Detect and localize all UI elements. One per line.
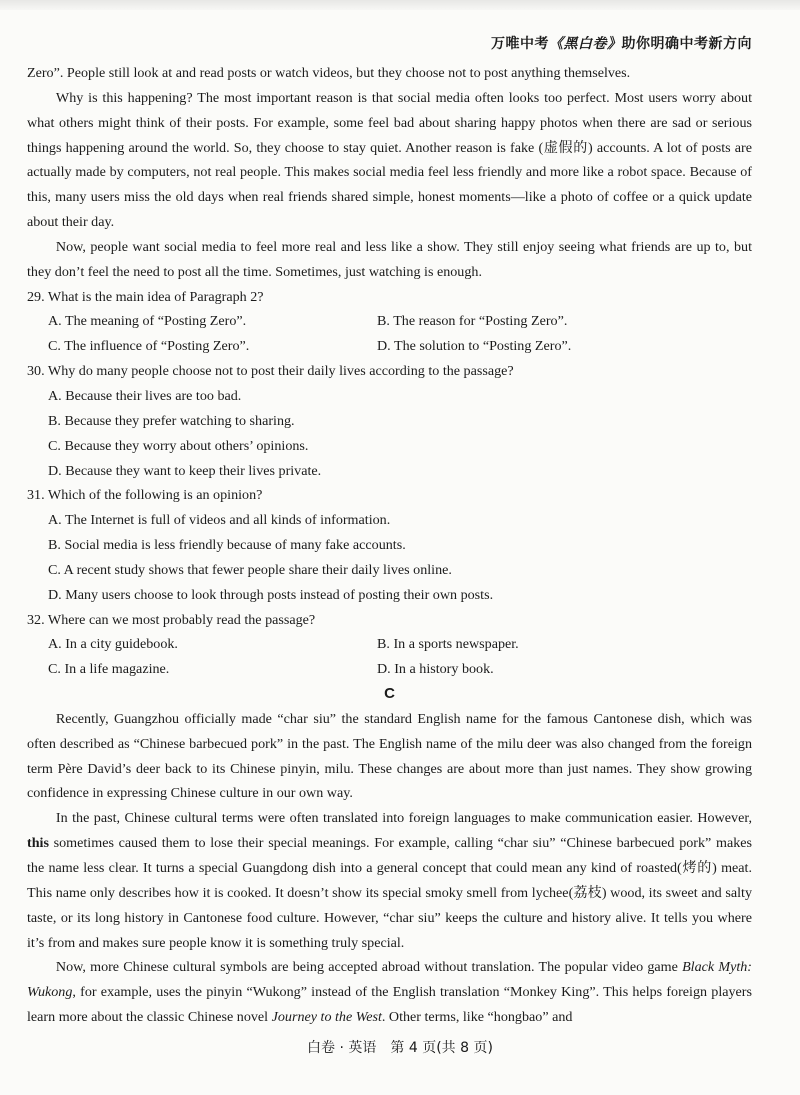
question-32	[27, 608, 752, 683]
option-c[interactable]: C. The influence of “Posting Zero”.	[48, 338, 250, 355]
passage-c-paragraph-2: In the past, Chinese cultural terms were often translated into foreign languages to make communication easier. However, this sometimes caused them to lose their special meanings. For example, calling “char siu” “Chinese barbecued pork” makes the name less clear. It turns a special Guangdong dish into a general concept that could mean any kind of roasted(烤的) meat. This name only describes how it is cooked. It doesn’t show its special smoky smell from lychee(荔枝) wood, its sweet and salty taste, or its long history in Cantonese food culture. However, “char siu” keeps the culture and history alive. It tells you where it’s from and makes sure people know it is something truly special.	[27, 810, 752, 951]
header-brand: 《黑白卷》	[549, 36, 622, 52]
option-c[interactable]: C. In a life magazine.	[48, 661, 170, 678]
question-stem: 30. Why do many people choose not to post their daily lives according to the passage?	[27, 363, 514, 380]
passage-b-paragraph-2: Why is this happening? The most important reason is that social media often looks too perfect. Most users worry about what others might think of their posts. For example, some feel bad about sharing happy photos when there are sad or serious things happening around the world. So, they choose to stay quiet. Another reason is fake (虚假的) accounts. A lot of posts are actually made by computers, not real people. This makes social media feel less friendly and more like a robot space. Because of this, many users miss the old days when real friends shared simple, honest moments—like a photo of coffee or a quick update about their day.	[27, 89, 752, 231]
scan-edge	[0, 0, 800, 10]
page-header	[491, 33, 752, 53]
option-d[interactable]: D. Many users choose to look through posts instead of posting their own posts.	[48, 586, 494, 603]
option-a[interactable]: A. In a city guidebook.	[48, 636, 178, 653]
game-title: Black Myth: Wukong	[27, 959, 752, 1001]
question-stem: 29. What is the main idea of Paragraph 2?	[27, 288, 264, 305]
header-prefix: 万唯中考	[491, 36, 549, 52]
passage-b-paragraph-1: Zero”. People still look at and read posts or watch videos, but they choose not to post anything themselves.	[27, 65, 631, 81]
option-d[interactable]: D. The solution to “Posting Zero”.	[377, 338, 572, 355]
question-30	[27, 359, 752, 483]
passage-c-paragraph-1: Recently, Guangzhou officially made “char siu” the standard English name for the famous Cantonese dish, which was often described as “Chinese barbecued pork” in the past. The English name of the milu deer was also changed from the foreign term Père David’s deer back to its Chinese pinyin, milu. These changes are about more than just names. They show growing confidence in expressing Chinese culture in our own way.	[27, 710, 752, 802]
option-b[interactable]: B. Social media is less friendly because of many fake accounts.	[48, 537, 406, 554]
option-a[interactable]: A. The meaning of “Posting Zero”.	[48, 313, 247, 330]
emphasis-this: this	[27, 835, 49, 852]
header-suffix: 助你明确中考新方向	[621, 36, 752, 52]
option-b[interactable]: B. In a sports newspaper.	[377, 636, 519, 653]
option-b[interactable]: B. The reason for “Posting Zero”.	[377, 313, 568, 330]
question-stem: 31. Which of the following is an opinion?	[27, 487, 263, 504]
page-content	[27, 61, 752, 1030]
question-stem: 32. Where can we most probably read the passage?	[27, 611, 316, 628]
question-31	[27, 483, 752, 607]
option-a[interactable]: A. Because their lives are too bad.	[48, 387, 242, 404]
question-29	[27, 285, 752, 360]
novel-title: Journey to the West	[271, 1009, 382, 1026]
option-b[interactable]: B. Because they prefer watching to sharing.	[48, 412, 295, 429]
passage-c-paragraph-3: Now, more Chinese cultural symbols are being accepted abroad without translation. The popular video game Black Myth: Wukong, for example, uses the pinyin “Wukong” instead of the English translation “Monkey King”. This helps foreign players learn more about the classic Chinese novel Journey to the West. Other terms, like “hongbao” and	[27, 959, 752, 1026]
page-footer: 白卷 · 英语 第 4 页(共 8 页)	[307, 1040, 493, 1056]
option-d[interactable]: D. Because they want to keep their lives private.	[48, 462, 322, 479]
option-c[interactable]: C. Because they worry about others’ opinions.	[48, 437, 309, 454]
option-c[interactable]: C. A recent study shows that fewer people share their daily lives online.	[48, 561, 452, 578]
option-d[interactable]: D. In a history book.	[377, 661, 494, 678]
section-c-title: C	[384, 685, 395, 703]
passage-b-paragraph-3: Now, people want social media to feel more real and less like a show. They still enjoy seeing what friends are up to, but they don’t feel the need to post all the time. Sometimes, just watching is enough.	[27, 238, 752, 280]
option-a[interactable]: A. The Internet is full of videos and all kinds of information.	[48, 512, 391, 529]
